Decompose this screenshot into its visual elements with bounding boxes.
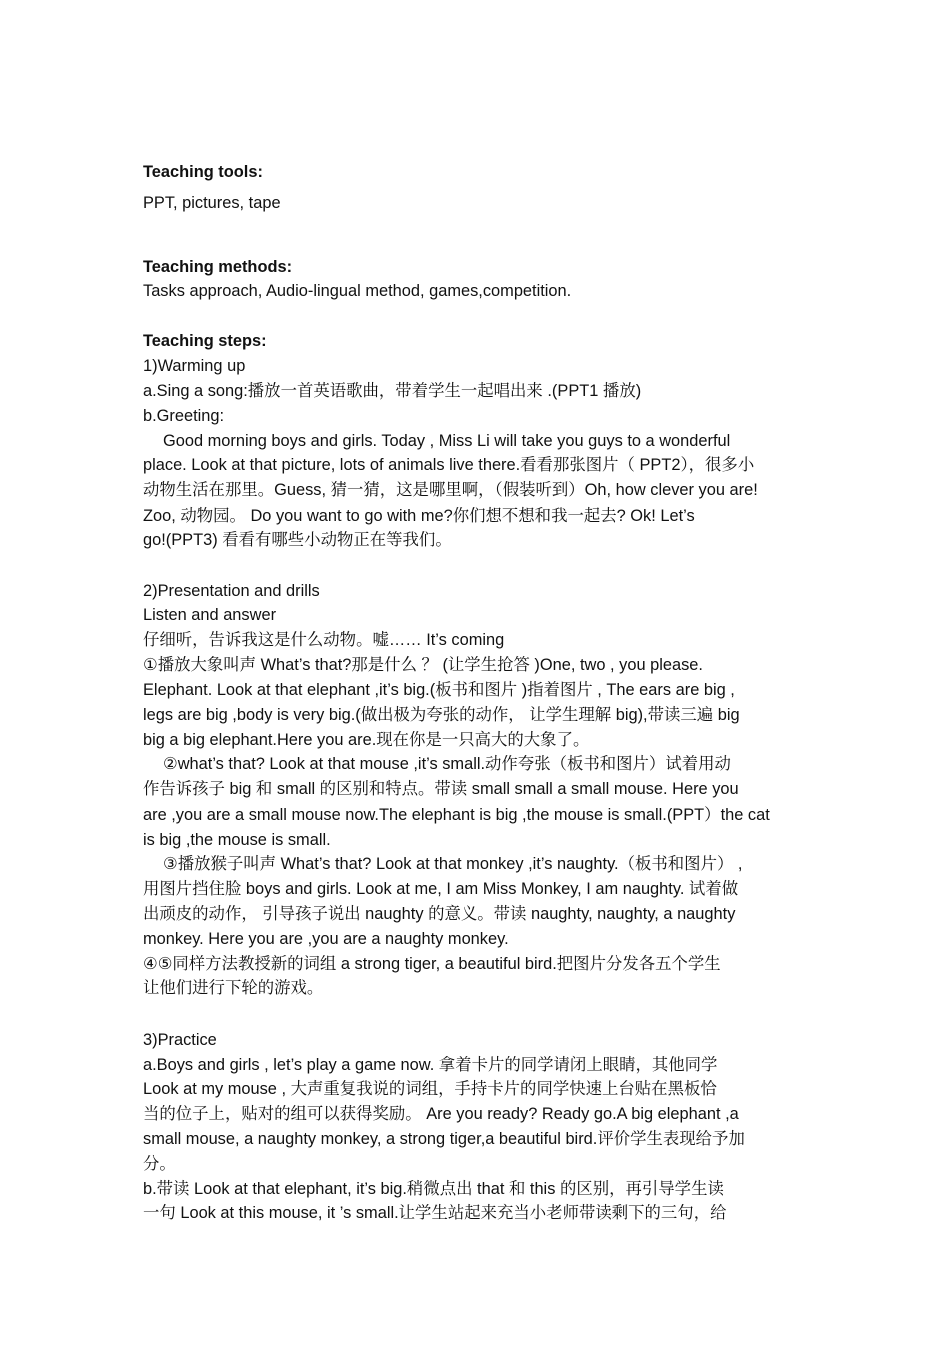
paragraph-line: 分。 xyxy=(143,1155,176,1173)
paragraph-line: monkey. Here you are ,you are a naughty monkey. xyxy=(143,930,509,948)
paragraph-line: ①播放大象叫声 What’s that?那是什么 ？ (让学生抢答 )One, two , you please. xyxy=(143,656,703,674)
paragraph-line: 当的位子上，贴对的组可以获得奖励。 Are you ready? Ready go.A big elephant ,a xyxy=(143,1105,739,1123)
paragraph-line: ③播放猴子叫声 What’s that? Look at that monkey ,it’s naughty.（板书和图片） , xyxy=(163,855,743,873)
paragraph-line: a.Boys and girls , let’s play a game now. 拿着卡片的同学请闭上眼睛，其他同学 xyxy=(143,1056,718,1074)
teaching-methods-heading: Teaching methods: xyxy=(143,258,293,276)
paragraph-line: legs are big ,body is very big.(做出极为夸张的动作， 让学生理解 big),带读三遍 big xyxy=(143,706,740,724)
paragraph-line: small mouse, a naughty monkey, a strong tiger,a beautiful bird.评价学生表现给予加 xyxy=(143,1130,745,1148)
paragraph-line: 用图片挡住脸 boys and girls. Look at me, I am Miss Monkey, I am naughty. 试着做 xyxy=(143,880,739,898)
paragraph-line: 动物生活在那里。Guess, 猜一猜，这是哪里啊，（假装听到）Oh, how clever you are! xyxy=(143,481,758,499)
paragraph-line: big a big elephant.Here you are.现在你是一只高大的大象了。 xyxy=(143,731,590,749)
paragraph-line: is big ,the mouse is small. xyxy=(143,831,331,849)
paragraph-line: 仔细听，告诉我这是什么动物。嘘…… It’s coming xyxy=(143,631,505,649)
paragraph-line: 一句 Look at this mouse, it ’s small.让学生站起来充当小老师带读剩下的三句，给 xyxy=(143,1204,727,1222)
paragraph-line: 作告诉孩子 big 和 small 的区别和特点。带读 small small a small mouse. Here you xyxy=(143,780,739,798)
section-title: 1)Warming up xyxy=(143,357,246,375)
paragraph-line: ④⑤同样方法教授新的词组 a strong tiger, a beautiful bird.把图片分发各五个学生 xyxy=(143,955,721,973)
paragraph-line: ②what’s that? Look at that mouse ,it’s small.动作夸张（板书和图片）试着用动 xyxy=(163,755,731,773)
section-title: 2)Presentation and drills xyxy=(143,582,320,600)
paragraph-line: Listen and answer xyxy=(143,606,277,624)
paragraph-line: a.Sing a song:播放一首英语歌曲，带着学生一起唱出来 .(PPT1 播放) xyxy=(143,382,642,400)
teaching-steps-heading: Teaching steps: xyxy=(143,332,267,350)
paragraph-line: 出顽皮的动作， 引导孩子说出 naughty 的意义。带读 naughty, naughty, a naughty xyxy=(143,905,736,923)
paragraph-line: go!(PPT3) 看看有哪些小动物正在等我们。 xyxy=(143,531,452,549)
paragraph-line: Zoo, 动物园。 Do you want to go with me?你们想不想和我一起去? Ok! Let’s xyxy=(143,507,695,525)
paragraph-line: are ,you are a small mouse now.The elephant is big ,the mouse is small.(PPT）the cat xyxy=(143,806,770,824)
paragraph-line: place. Look at that picture, lots of animals live there.看看那张图片（ PPT2），很多小 xyxy=(143,456,755,474)
teaching-methods-text: Tasks approach, Audio-lingual method, games,competition. xyxy=(143,282,572,300)
paragraph-line: Elephant. Look at that elephant ,it’s big.(板书和图片 )指着图片 , The ears are big , xyxy=(143,681,735,699)
paragraph-line: b.Greeting: xyxy=(143,407,225,425)
paragraph-line: Good morning boys and girls. Today , Miss Li will take you guys to a wonderful xyxy=(163,432,731,450)
paragraph-line: 让他们进行下轮的游戏。 xyxy=(143,979,324,997)
paragraph-line: b.带读 Look at that elephant, it’s big.稍微点出 that 和 this 的区别，再引导学生读 xyxy=(143,1180,724,1198)
teaching-tools-text: PPT, pictures, tape xyxy=(143,194,281,212)
paragraph-line: Look at my mouse , 大声重复我说的词组，手持卡片的同学快速上台贴在黑板恰 xyxy=(143,1080,717,1098)
section-title: 3)Practice xyxy=(143,1031,217,1049)
teaching-tools-heading: Teaching tools: xyxy=(143,163,263,181)
